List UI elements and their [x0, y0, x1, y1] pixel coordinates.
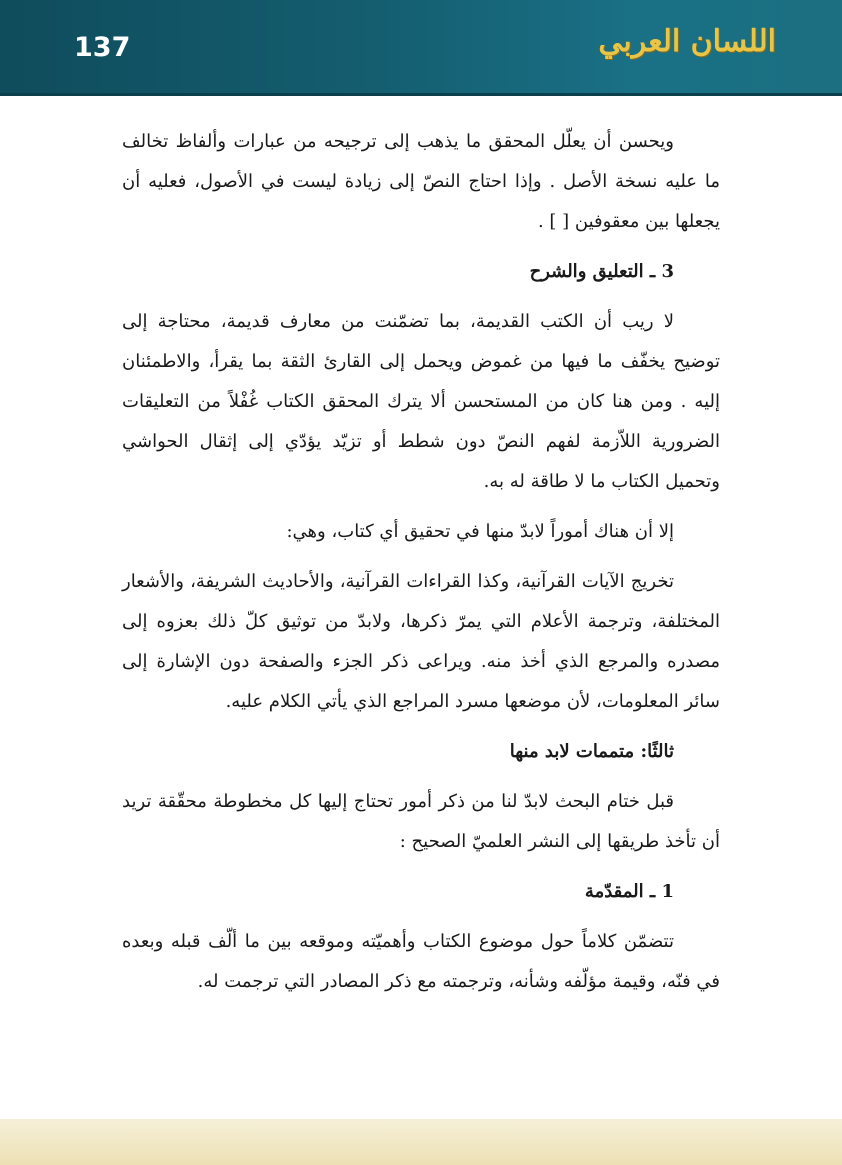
paragraph-supplements: قبل ختام البحث لابدّ لنا من ذكر أمور تحتاج إليها كل مخطوطة محقّقة تريد أن تأخذ طريقها إلى النشر العلميّ الصحيح : [122, 791, 720, 852]
page-footer-band [0, 1119, 842, 1165]
paragraph-justification: ويحسن أن يعلّل المحقق ما يذهب إلى ترجيحه من عبارات وألفاظ تخالف ما عليه نسخة الأصل . وإذا احتاج النصّ إلى زيادة ليست في الأصول، فعليه أن يجعلها بين معقوفين [ ] . [122, 131, 720, 232]
section-heading-introduction: 1 ـ المقدّمة [584, 881, 674, 902]
paragraph-requirements: تخريج الآيات القرآنية، وكذا القراءات القرآنية، والأحاديث الشريفة، والأشعار المختلفة، وترجمة الأعلام التي يمرّ ذكرها، ولابدّ من توثيق كلّ ذلك بعزوه إلى مصدره والمرجع الذي أخذ منه. ويراعى ذكر الجزء والصفحة دون الإشارة إلى سائر المعلومات، لأن موضعها مسرد المراجع الذي يأتي الكلام عليه. [122, 571, 720, 712]
journal-logo: اللسان العربي [598, 24, 776, 59]
section-heading-supplements: ثالثًا: متممات لابد منها [509, 741, 674, 762]
page-header [0, 0, 842, 96]
paragraph-commentary: لا ريب أن الكتب القديمة، بما تضمّنت من معارف قديمة، محتاجة إلى توضيح يخفّف ما فيها من غموض ويحمل إلى القارئ الثقة بما يقرأ، والاطمئنان إليه . ومن هنا كان من المستحسن ألا يترك المحقق الكتاب غُفْلاً من التعليقات الضرورية اللاّزمة لفهم النصّ دون شطط أو تزيّد يؤدّي إلى إثقال الحواشي وتحميل الكتاب ما لا طاقة له به. [122, 311, 720, 492]
paragraph-requirements-intro: إلا أن هناك أموراً لابدّ منها في تحقيق أي كتاب، وهي: [286, 521, 674, 542]
page-number: 137 [74, 32, 131, 63]
page-body [122, 122, 720, 1002]
paragraph-introduction: تتضمّن كلاماً حول موضوع الكتاب وأهميّته وموقعه بين ما ألّف قبله وبعده في فنّه، وقيمة مؤلّفه وشأنه، وترجمته مع ذكر المصادر التي ترجمت له. [122, 931, 720, 992]
section-heading-commentary: 3 ـ التعليق والشرح [529, 261, 674, 282]
